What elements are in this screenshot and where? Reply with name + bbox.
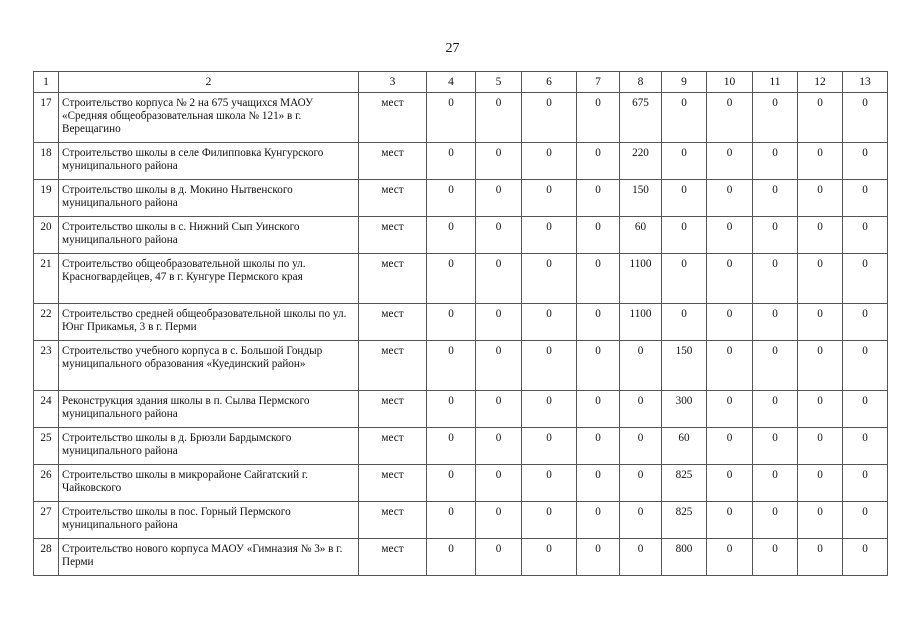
value-cell: 0: [707, 143, 753, 180]
project-name-cell: Реконструкция здания школы в п. Сылва Пермского муниципального района: [59, 391, 359, 428]
value-cell: 0: [577, 93, 620, 143]
value-cell: 0: [427, 93, 476, 143]
row-number-cell: 26: [34, 465, 59, 502]
table-row: [34, 254, 888, 304]
unit-cell: мест: [359, 341, 427, 391]
value-cell: 0: [753, 180, 798, 217]
value-cell: 0: [522, 465, 577, 502]
value-cell: 0: [753, 304, 798, 341]
value-cell: 0: [427, 304, 476, 341]
value-cell: 0: [577, 428, 620, 465]
value-cell: 0: [427, 143, 476, 180]
project-name-cell: Строительство школы в пос. Горный Пермского муниципального района: [59, 502, 359, 539]
value-cell: 0: [427, 539, 476, 576]
value-cell: 0: [476, 217, 522, 254]
value-cell: 0: [707, 391, 753, 428]
column-header: 13: [843, 72, 888, 93]
value-cell: 300: [662, 391, 707, 428]
value-cell: 150: [662, 341, 707, 391]
value-cell: 800: [662, 539, 707, 576]
value-cell: 150: [620, 180, 662, 217]
value-cell: 0: [753, 93, 798, 143]
value-cell: 0: [843, 254, 888, 304]
value-cell: 0: [476, 93, 522, 143]
value-cell: 0: [427, 217, 476, 254]
unit-cell: мест: [359, 180, 427, 217]
value-cell: 0: [798, 217, 843, 254]
value-cell: 0: [843, 341, 888, 391]
column-header: 5: [476, 72, 522, 93]
value-cell: 0: [522, 341, 577, 391]
value-cell: 0: [798, 93, 843, 143]
value-cell: 0: [798, 428, 843, 465]
value-cell: 0: [577, 143, 620, 180]
row-number-cell: 22: [34, 304, 59, 341]
value-cell: 0: [620, 341, 662, 391]
value-cell: 0: [662, 254, 707, 304]
row-number-cell: 18: [34, 143, 59, 180]
value-cell: 0: [522, 428, 577, 465]
value-cell: 0: [577, 254, 620, 304]
value-cell: 0: [577, 539, 620, 576]
table-row: [34, 217, 888, 254]
table-row: [34, 93, 888, 143]
column-header: 6: [522, 72, 577, 93]
value-cell: 0: [707, 217, 753, 254]
value-cell: 0: [707, 539, 753, 576]
value-cell: 0: [798, 341, 843, 391]
table-row: [34, 465, 888, 502]
column-header: 8: [620, 72, 662, 93]
value-cell: 0: [707, 93, 753, 143]
value-cell: 0: [476, 391, 522, 428]
value-cell: 0: [662, 93, 707, 143]
value-cell: 0: [577, 465, 620, 502]
value-cell: 0: [427, 428, 476, 465]
value-cell: 0: [798, 143, 843, 180]
value-cell: 0: [843, 428, 888, 465]
page-number: 27: [445, 41, 460, 56]
column-header: 4: [427, 72, 476, 93]
project-name-cell: Строительство школы в д. Брюзли Бардымского муниципального района: [59, 428, 359, 465]
value-cell: 0: [843, 465, 888, 502]
value-cell: 0: [427, 465, 476, 502]
value-cell: 0: [707, 180, 753, 217]
column-header: 11: [753, 72, 798, 93]
value-cell: 675: [620, 93, 662, 143]
row-number-cell: 19: [34, 180, 59, 217]
value-cell: 0: [522, 502, 577, 539]
value-cell: 0: [522, 391, 577, 428]
value-cell: 0: [753, 539, 798, 576]
project-name-cell: Строительство школы в селе Филипповка Кунгурского муниципального района: [59, 143, 359, 180]
value-cell: 0: [476, 254, 522, 304]
column-header: 2: [59, 72, 359, 93]
value-cell: 0: [843, 502, 888, 539]
value-cell: 0: [707, 502, 753, 539]
value-cell: 0: [843, 217, 888, 254]
project-name-cell: Строительство общеобразовательной школы по ул. Красногвардейцев, 47 в г. Кунгуре Пермского края: [59, 254, 359, 304]
value-cell: 0: [577, 341, 620, 391]
row-number-cell: 23: [34, 341, 59, 391]
project-name-cell: Строительство учебного корпуса в с. Большой Гондыр муниципального образования «Куединский район»: [59, 341, 359, 391]
value-cell: 0: [707, 304, 753, 341]
value-cell: 0: [843, 304, 888, 341]
row-number-cell: 28: [34, 539, 59, 576]
column-header: 12: [798, 72, 843, 93]
value-cell: 0: [476, 428, 522, 465]
table-row: [34, 428, 888, 465]
value-cell: 0: [522, 180, 577, 217]
value-cell: 0: [843, 539, 888, 576]
project-name-cell: Строительство школы в д. Мокино Нытвенского муниципального района: [59, 180, 359, 217]
table-row: [34, 143, 888, 180]
value-cell: 0: [798, 391, 843, 428]
unit-cell: мест: [359, 143, 427, 180]
table-row: [34, 539, 888, 576]
value-cell: 0: [476, 502, 522, 539]
value-cell: 0: [753, 217, 798, 254]
row-number-cell: 24: [34, 391, 59, 428]
value-cell: 0: [662, 217, 707, 254]
value-cell: 0: [707, 428, 753, 465]
unit-cell: мест: [359, 254, 427, 304]
table-row: [34, 180, 888, 217]
value-cell: 0: [798, 539, 843, 576]
value-cell: 0: [620, 539, 662, 576]
table-header-row: [34, 72, 888, 93]
unit-cell: мест: [359, 539, 427, 576]
value-cell: 0: [753, 502, 798, 539]
value-cell: 0: [427, 341, 476, 391]
row-number-cell: 25: [34, 428, 59, 465]
value-cell: 0: [620, 502, 662, 539]
value-cell: 0: [620, 465, 662, 502]
unit-cell: мест: [359, 428, 427, 465]
unit-cell: мест: [359, 502, 427, 539]
project-name-cell: Строительство школы в микрорайоне Сайгатский г. Чайковского: [59, 465, 359, 502]
value-cell: 0: [753, 428, 798, 465]
value-cell: 0: [707, 341, 753, 391]
value-cell: 0: [427, 391, 476, 428]
value-cell: 0: [798, 465, 843, 502]
value-cell: 0: [843, 93, 888, 143]
value-cell: 0: [522, 217, 577, 254]
value-cell: 0: [476, 341, 522, 391]
value-cell: 0: [427, 254, 476, 304]
value-cell: 0: [427, 502, 476, 539]
value-cell: 0: [662, 304, 707, 341]
table-row: [34, 304, 888, 341]
value-cell: 0: [843, 391, 888, 428]
row-number-cell: 27: [34, 502, 59, 539]
value-cell: 1100: [620, 254, 662, 304]
row-number-cell: 17: [34, 93, 59, 143]
column-header: 3: [359, 72, 427, 93]
column-header: 1: [34, 72, 59, 93]
value-cell: 0: [753, 341, 798, 391]
unit-cell: мест: [359, 465, 427, 502]
value-cell: 220: [620, 143, 662, 180]
value-cell: 0: [798, 254, 843, 304]
value-cell: 0: [662, 143, 707, 180]
value-cell: 0: [620, 391, 662, 428]
value-cell: 0: [753, 391, 798, 428]
value-cell: 0: [476, 539, 522, 576]
value-cell: 0: [522, 254, 577, 304]
value-cell: 0: [476, 180, 522, 217]
value-cell: 60: [620, 217, 662, 254]
project-name-cell: Строительство нового корпуса МАОУ «Гимназия № 3» в г. Перми: [59, 539, 359, 576]
value-cell: 0: [522, 143, 577, 180]
value-cell: 0: [753, 465, 798, 502]
value-cell: 0: [577, 502, 620, 539]
value-cell: 0: [753, 143, 798, 180]
value-cell: 0: [522, 539, 577, 576]
row-number-cell: 20: [34, 217, 59, 254]
value-cell: 0: [843, 180, 888, 217]
value-cell: 0: [662, 180, 707, 217]
value-cell: 825: [662, 465, 707, 502]
data-table: [33, 71, 888, 576]
unit-cell: мест: [359, 217, 427, 254]
value-cell: 0: [476, 465, 522, 502]
value-cell: 0: [707, 254, 753, 304]
row-number-cell: 21: [34, 254, 59, 304]
value-cell: 60: [662, 428, 707, 465]
column-header: 10: [707, 72, 753, 93]
value-cell: 0: [577, 217, 620, 254]
project-name-cell: Строительство средней общеобразовательной школы по ул. Юнг Прикамья, 3 в г. Перми: [59, 304, 359, 341]
value-cell: 0: [798, 304, 843, 341]
table-row: [34, 391, 888, 428]
value-cell: 825: [662, 502, 707, 539]
table-row: [34, 502, 888, 539]
value-cell: 0: [843, 143, 888, 180]
value-cell: 0: [798, 180, 843, 217]
value-cell: 0: [577, 304, 620, 341]
unit-cell: мест: [359, 304, 427, 341]
value-cell: 1100: [620, 304, 662, 341]
value-cell: 0: [707, 465, 753, 502]
project-name-cell: Строительство школы в с. Нижний Сып Уинского муниципального района: [59, 217, 359, 254]
value-cell: 0: [427, 180, 476, 217]
value-cell: 0: [476, 143, 522, 180]
unit-cell: мест: [359, 391, 427, 428]
column-header: 9: [662, 72, 707, 93]
value-cell: 0: [577, 180, 620, 217]
unit-cell: мест: [359, 93, 427, 143]
table-row: [34, 341, 888, 391]
value-cell: 0: [522, 304, 577, 341]
value-cell: 0: [522, 93, 577, 143]
value-cell: 0: [798, 502, 843, 539]
value-cell: 0: [577, 391, 620, 428]
project-name-cell: Строительство корпуса № 2 на 675 учащихся МАОУ «Средняя общеобразовательная школа № 121» в г. Верещагино: [59, 93, 359, 143]
value-cell: 0: [476, 304, 522, 341]
value-cell: 0: [753, 254, 798, 304]
value-cell: 0: [620, 428, 662, 465]
column-header: 7: [577, 72, 620, 93]
